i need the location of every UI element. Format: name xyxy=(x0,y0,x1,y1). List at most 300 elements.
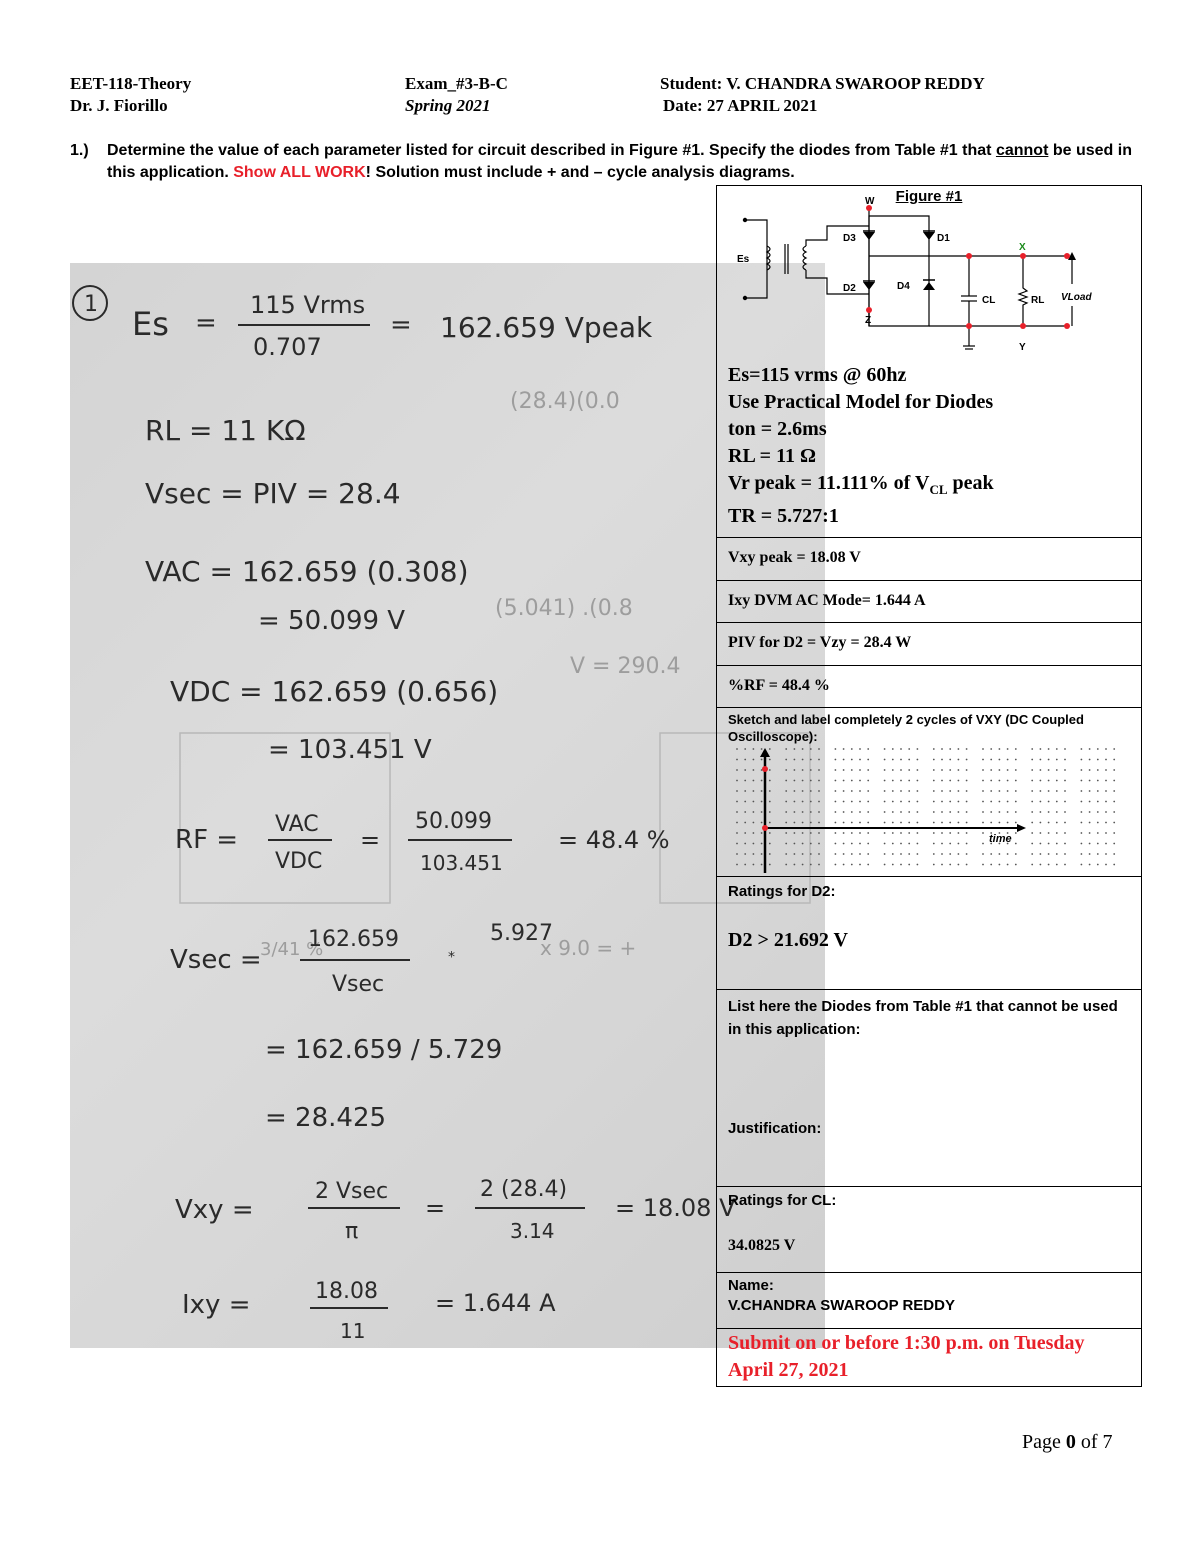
scope-grid-dot xyxy=(1081,811,1083,813)
scope-grid-dot xyxy=(982,832,984,834)
scope-grid-dot xyxy=(835,832,837,834)
scope-grid-dot xyxy=(851,759,853,761)
hw-rl: RL = 11 KΩ xyxy=(145,414,306,447)
hw-vac-result: = 50.099 V xyxy=(258,606,406,636)
scope-grid-dot xyxy=(1015,801,1017,803)
scope-grid-dot xyxy=(990,853,992,855)
scope-grid-dot xyxy=(744,853,746,855)
scope-grid-dot xyxy=(1031,790,1033,792)
scope-grid-dot xyxy=(810,801,812,803)
scope-grid-dot xyxy=(818,759,820,761)
scope-grid-dot xyxy=(941,790,943,792)
scope-grid-dot xyxy=(753,864,755,866)
scope-grid-dot xyxy=(851,769,853,771)
scope-grid-dot xyxy=(958,843,960,845)
scope-grid-dot xyxy=(884,832,886,834)
label-rl: RL xyxy=(1031,295,1045,306)
scope-grid-dot xyxy=(818,780,820,782)
scope-grid-dot xyxy=(966,843,968,845)
scope-grid-dot xyxy=(810,864,812,866)
scope-grid-dot xyxy=(949,843,951,845)
scope-grid-dot xyxy=(785,769,787,771)
question-text-d: ! Solution must include + and – cycle analysis diagrams. xyxy=(365,164,795,181)
justification-label: Justification: xyxy=(728,1120,822,1137)
scope-grid-dot xyxy=(736,780,738,782)
scope-grid-dot xyxy=(1064,864,1066,866)
scope-grid-dot xyxy=(949,759,951,761)
scope-grid-dot xyxy=(982,759,984,761)
hw-vdc: VDC = 162.659 (0.656) xyxy=(170,675,499,708)
scope-grid-dot xyxy=(900,748,902,750)
ghost-text-1: (28.4)(0.0 xyxy=(510,389,620,414)
scope-grid-dot xyxy=(933,864,935,866)
student-name: Student: V. CHANDRA SWAROOP REDDY xyxy=(660,74,985,93)
scope-grid-dot xyxy=(1064,769,1066,771)
hw-vsec-tr: 5.927 xyxy=(490,921,553,946)
scope-grid-dot xyxy=(982,748,984,750)
scope-grid-dot xyxy=(1031,769,1033,771)
scope-grid-dot xyxy=(744,790,746,792)
scope-grid-dot xyxy=(958,822,960,824)
hw-eq-rf: = xyxy=(360,826,381,854)
name-value: V.CHANDRA SWAROOP REDDY xyxy=(728,1297,955,1314)
hw-vsec-step: = 162.659 / 5.729 xyxy=(265,1035,503,1065)
d1-symbol xyxy=(923,232,935,240)
scope-grid-dot xyxy=(900,801,902,803)
hw-rf-num1: VAC xyxy=(275,812,319,837)
scope-grid-dot xyxy=(744,832,746,834)
param-ton: ton = 2.6ms xyxy=(728,418,827,440)
scope-grid-dot xyxy=(1031,832,1033,834)
hw-l1-num: 115 Vrms xyxy=(250,291,366,319)
scope-grid-dot xyxy=(1048,748,1050,750)
d4-symbol xyxy=(923,282,935,290)
scope-grid-dot xyxy=(958,759,960,761)
scope-grid-dot xyxy=(785,853,787,855)
scope-grid-dot xyxy=(867,748,869,750)
scope-grid-dot xyxy=(900,822,902,824)
scope-grid-dot xyxy=(736,843,738,845)
scope-grid-dot xyxy=(1089,832,1091,834)
scope-grid-dot xyxy=(810,853,812,855)
ghost-text-3: (5.041) .(0.8 xyxy=(495,596,633,621)
param-es: Es=115 vrms @ 60hz xyxy=(728,364,907,386)
scope-grid-dot xyxy=(785,780,787,782)
scope-grid-dot xyxy=(753,822,755,824)
scope-grid-dot xyxy=(908,801,910,803)
scope-grid-dot xyxy=(1113,780,1115,782)
scope-grid-dot xyxy=(1040,864,1042,866)
scope-grid-dot xyxy=(1031,853,1033,855)
scope-grid-dot xyxy=(1105,832,1107,834)
scope-grid-dot xyxy=(835,780,837,782)
scope-grid-dot xyxy=(802,780,804,782)
scope-grid-dot xyxy=(1081,801,1083,803)
handwriting-canvas xyxy=(70,263,825,1348)
scope-grid-dot xyxy=(843,748,845,750)
scope-grid-dot xyxy=(966,790,968,792)
scope-grid-dot xyxy=(843,790,845,792)
scope-grid-dot xyxy=(1064,853,1066,855)
scope-grid-dot xyxy=(1048,822,1050,824)
scope-grid-dot xyxy=(785,832,787,834)
scope-grid-dot xyxy=(958,780,960,782)
hw-vxy-label: Vxy = xyxy=(175,1195,254,1225)
figure-title: Figure #1 xyxy=(895,188,963,205)
scope-grid-dot xyxy=(843,811,845,813)
course-code: EET-118-Theory xyxy=(70,74,192,93)
scope-grid-dot xyxy=(1040,801,1042,803)
scope-grid-dot xyxy=(933,811,935,813)
scope-grid-dot xyxy=(835,864,837,866)
scope-grid-dot xyxy=(982,864,984,866)
scope-grid-dot xyxy=(859,864,861,866)
scope-grid-dot xyxy=(1040,832,1042,834)
scope-grid-dot xyxy=(958,769,960,771)
scope-grid-dot xyxy=(917,843,919,845)
scope-grid-dot xyxy=(753,853,755,855)
rl-resistor xyxy=(1019,256,1027,326)
scope-grid-dot xyxy=(859,769,861,771)
scope-grid-dot xyxy=(769,853,771,855)
scope-grid-dot xyxy=(859,790,861,792)
scope-grid-dot xyxy=(810,843,812,845)
scope-grid-dot xyxy=(761,811,763,813)
scope-grid-dot xyxy=(1113,769,1115,771)
scope-grid-dot xyxy=(917,832,919,834)
label-d2: D2 xyxy=(843,283,856,294)
handwritten-work-photo xyxy=(70,263,825,1348)
scope-grid-dot xyxy=(908,853,910,855)
scope-grid-dot xyxy=(908,759,910,761)
scope-grid-dot xyxy=(851,832,853,834)
exam-term: Spring 2021 xyxy=(405,96,491,115)
label-w: W xyxy=(865,196,875,207)
scope-grid-dot xyxy=(818,790,820,792)
scope-grid-dot xyxy=(1097,811,1099,813)
label-d3: D3 xyxy=(843,233,856,244)
scope-grid-dot xyxy=(999,780,1001,782)
scope-grid-dot xyxy=(859,748,861,750)
scope-grid-dot xyxy=(949,822,951,824)
scope-grid-dot xyxy=(1015,769,1017,771)
scope-grid-dot xyxy=(966,811,968,813)
scope-grid-dot xyxy=(794,811,796,813)
hw-rf-result: = 48.4 % xyxy=(558,826,670,854)
scope-grid-dot xyxy=(1089,853,1091,855)
scope-grid-dot xyxy=(958,811,960,813)
scope-grid-dot xyxy=(851,801,853,803)
scope-grid-dot xyxy=(966,864,968,866)
scope-grid-dot xyxy=(1040,769,1042,771)
scope-grid-dot xyxy=(1113,864,1115,866)
scope-grid-dot xyxy=(999,811,1001,813)
scope-grid-dot xyxy=(802,769,804,771)
scope-grid-dot xyxy=(1040,811,1042,813)
scope-grid-dot xyxy=(1097,843,1099,845)
scope-grid-dot xyxy=(966,801,968,803)
scope-grid-dot xyxy=(1105,822,1107,824)
scope-grid-dot xyxy=(1048,811,1050,813)
scope-grid-dot xyxy=(900,790,902,792)
scope-grid-dot xyxy=(1015,780,1017,782)
scope-grid-dot xyxy=(892,843,894,845)
scope-grid-dot xyxy=(802,822,804,824)
scope-grid-dot xyxy=(851,864,853,866)
submit-deadline: Submit on or before 1:30 p.m. on Tuesday April 27, 2021 xyxy=(728,1332,1085,1381)
scope-grid-dot xyxy=(1007,822,1009,824)
scope-grid-dot xyxy=(990,822,992,824)
scope-grid-dot xyxy=(917,853,919,855)
scope-grid-dot xyxy=(941,801,943,803)
scope-grid-dot xyxy=(769,769,771,771)
scope-grid-dot xyxy=(917,864,919,866)
scope-grid-dot xyxy=(1089,811,1091,813)
scope-grid-dot xyxy=(1015,748,1017,750)
label-y: Y xyxy=(1019,342,1026,353)
scope-grid-dot xyxy=(990,748,992,750)
scope-grid-dot xyxy=(1040,843,1042,845)
hw-rf-num2: 50.099 xyxy=(415,809,492,834)
scope-grid-dot xyxy=(908,780,910,782)
scope-grid-dot xyxy=(1089,864,1091,866)
scope-grid-dot xyxy=(835,853,837,855)
scope-grid-dot xyxy=(835,811,837,813)
scope-grid-dot xyxy=(1113,748,1115,750)
scope-grid-dot xyxy=(761,864,763,866)
scope-grid-dot xyxy=(736,864,738,866)
scope-grid-dot xyxy=(933,853,935,855)
scope-grid-dot xyxy=(810,780,812,782)
scope-grid-dot xyxy=(1007,801,1009,803)
scope-grid-dot xyxy=(794,780,796,782)
scope-grid-dot xyxy=(958,801,960,803)
scope-grid-dot xyxy=(1040,853,1042,855)
scope-grid-dot xyxy=(1105,759,1107,761)
scope-grid-dot xyxy=(884,780,886,782)
scope-grid-dot xyxy=(1064,748,1066,750)
diode-list-title: List here the Diodes from Table #1 that cannot be used in this application: xyxy=(728,998,1118,1038)
scope-grid-dot xyxy=(843,759,845,761)
scope-grid-dot xyxy=(859,811,861,813)
scope-grid-dot xyxy=(933,790,935,792)
scope-grid-dot xyxy=(941,832,943,834)
secondary-coil xyxy=(803,246,806,270)
scope-grid-dot xyxy=(736,759,738,761)
label-d4: D4 xyxy=(897,281,910,292)
scope-grid-dot xyxy=(859,801,861,803)
scope-grid-dot xyxy=(999,759,1001,761)
scope-grid-dot xyxy=(908,790,910,792)
scope-grid-dot xyxy=(769,864,771,866)
scope-grid-dot xyxy=(982,843,984,845)
scope-grid-dot xyxy=(941,822,943,824)
scope-grid-dot xyxy=(917,769,919,771)
scope-grid-dot xyxy=(736,790,738,792)
ghost-text-4: x 9.0 = + xyxy=(540,936,637,960)
scope-grid-dot xyxy=(835,843,837,845)
scope-grid-dot xyxy=(753,832,755,834)
node-z xyxy=(866,307,872,313)
label-cl: CL xyxy=(982,295,996,306)
scope-grid-dot xyxy=(794,790,796,792)
scope-grid-dot xyxy=(1031,748,1033,750)
scope-grid-dot xyxy=(810,811,812,813)
hw-eq-vxy: = xyxy=(425,1194,446,1222)
scope-grid-dot xyxy=(1015,832,1017,834)
scope-grid-dot xyxy=(999,769,1001,771)
scope-grid-dot xyxy=(892,864,894,866)
label-es: Es xyxy=(737,254,750,265)
given-params xyxy=(728,362,994,530)
scope-grid-dot xyxy=(933,748,935,750)
scope-grid-dot xyxy=(769,822,771,824)
scope-grid-dot xyxy=(1081,843,1083,845)
scope-grid-dot xyxy=(843,843,845,845)
scope-grid-dot xyxy=(990,769,992,771)
scope-grid-dot xyxy=(843,780,845,782)
node-cl-top xyxy=(966,253,972,259)
scope-grid-dot xyxy=(990,759,992,761)
scope-grid-dot xyxy=(892,790,894,792)
scope-grid-dot xyxy=(835,748,837,750)
scope-grid-dot xyxy=(1097,769,1099,771)
hw-vsec-piv: Vsec = PIV = 28.4 xyxy=(145,477,401,510)
hw-ixy-label: Ixy = xyxy=(182,1290,251,1320)
scope-grid-dot xyxy=(1113,790,1115,792)
hw-es-label: Es xyxy=(132,305,169,343)
scope-grid-dot xyxy=(1015,790,1017,792)
scope-grid-dot xyxy=(1081,822,1083,824)
scope-grid-dot xyxy=(958,832,960,834)
scope-grid-dot xyxy=(1031,864,1033,866)
page-number: Page 0 of 7 xyxy=(1022,1431,1113,1453)
scope-grid-dot xyxy=(867,769,869,771)
scope-grid-dot xyxy=(908,748,910,750)
scope-grid-dot xyxy=(794,801,796,803)
scope-grid-dot xyxy=(892,769,894,771)
scope-grid-dot xyxy=(917,822,919,824)
scope-grid-dot xyxy=(785,811,787,813)
scope-grid-dot xyxy=(1056,759,1058,761)
scope-grid-dot xyxy=(794,843,796,845)
scope-grid-dot xyxy=(802,864,804,866)
scope-grid-dot xyxy=(761,748,763,750)
hw-vxy-num2: 2 (28.4) xyxy=(480,1177,568,1202)
scope-grid-dot xyxy=(1015,853,1017,855)
scope-grid-dot xyxy=(1007,759,1009,761)
scope-grid-dot xyxy=(761,832,763,834)
scope-grid-dot xyxy=(1089,759,1091,761)
scope-grid-dot xyxy=(761,780,763,782)
scope-grid-dot xyxy=(761,843,763,845)
scope-grid-dot xyxy=(1056,790,1058,792)
scope-grid-dot xyxy=(810,822,812,824)
param-model: Use Practical Model for Diodes xyxy=(728,391,994,413)
node-x xyxy=(1020,253,1026,259)
scope-grid-dot xyxy=(900,853,902,855)
scope-grid-dot xyxy=(908,832,910,834)
scope-grid-dot xyxy=(785,801,787,803)
scope-grid-dot xyxy=(1015,759,1017,761)
d2-rating-value: D2 > 21.692 V xyxy=(728,929,848,951)
scope-grid-dot xyxy=(999,853,1001,855)
scope-grid-dot xyxy=(1097,822,1099,824)
scope-grid-dot xyxy=(736,853,738,855)
scope-grid-dot xyxy=(843,801,845,803)
scope-grid-dot xyxy=(966,769,968,771)
scope-grid-dot xyxy=(900,811,902,813)
scope-grid-dot xyxy=(769,811,771,813)
scope-grid-dot xyxy=(859,822,861,824)
bridge-outline xyxy=(869,216,929,326)
hw-vsec-num: 162.659 xyxy=(308,927,399,952)
d2-symbol xyxy=(863,282,875,290)
scope-grid-dot xyxy=(1105,780,1107,782)
scope-grid-dot xyxy=(892,853,894,855)
exam-code: Exam_#3-B-C xyxy=(405,74,508,93)
scope-grid-dot xyxy=(1105,769,1107,771)
scope-grid-dot xyxy=(1056,853,1058,855)
scope-grid-dot xyxy=(1089,801,1091,803)
scope-grid-dot xyxy=(966,832,968,834)
scope-grid-dot xyxy=(753,748,755,750)
scope-grid-dot xyxy=(908,864,910,866)
scope-grid-dot xyxy=(802,853,804,855)
scope-grid-dot xyxy=(818,801,820,803)
scope-grid-dot xyxy=(999,864,1001,866)
node-y xyxy=(1020,323,1026,329)
scope-grid-dot xyxy=(941,769,943,771)
scope-grid-dot xyxy=(1056,832,1058,834)
scope-grid-dot xyxy=(818,843,820,845)
scope-grid-dot xyxy=(900,864,902,866)
scope-grid-dot xyxy=(859,853,861,855)
scope-grid-dot xyxy=(744,748,746,750)
scope-grid-dot xyxy=(1048,853,1050,855)
scope-grid-dot xyxy=(1040,780,1042,782)
scope-grid-dot xyxy=(1048,780,1050,782)
hw-vsec-label: Vsec = xyxy=(170,945,262,975)
scope-grid-dot xyxy=(949,864,951,866)
scope-grid-dot xyxy=(753,790,755,792)
scope-grid-dot xyxy=(753,811,755,813)
scope-grid-dot xyxy=(802,790,804,792)
scope-grid-dot xyxy=(818,832,820,834)
scope-grid-dot xyxy=(917,759,919,761)
label-d1: D1 xyxy=(937,233,950,244)
scope-grid-dot xyxy=(867,832,869,834)
scope-grid-dot xyxy=(1081,748,1083,750)
answer-piv: PIV for D2 = Vzy = 28.4 W xyxy=(717,623,1141,666)
param-rl: RL = 11 Ω xyxy=(728,445,816,467)
hw-vxy-result: = 18.08 V xyxy=(615,1194,736,1222)
scope-grid-dot xyxy=(1064,843,1066,845)
scope-grid-dot xyxy=(1031,780,1033,782)
scope-grid-dot xyxy=(884,801,886,803)
scope-grid-dot xyxy=(867,790,869,792)
scope-grid-dot xyxy=(744,780,746,782)
hw-vac: VAC = 162.659 (0.308) xyxy=(145,555,469,588)
scope-grid-dot xyxy=(884,769,886,771)
scope-grid-dot xyxy=(892,822,894,824)
scope-grid-dot xyxy=(966,748,968,750)
scope-grid-dot xyxy=(1113,811,1115,813)
hw-l1-den: 0.707 xyxy=(253,333,322,361)
scope-grid-dot xyxy=(1040,822,1042,824)
scope-grid-dot xyxy=(785,822,787,824)
scope-grid-dot xyxy=(802,843,804,845)
